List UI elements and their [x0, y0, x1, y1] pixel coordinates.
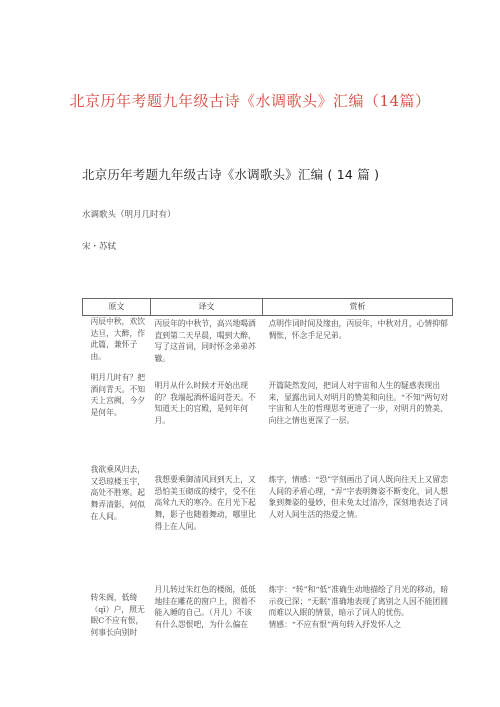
- cell-analysis: 开篇陡然发问，把词人对宇宙和人生的疑惑表现出来，显露出词人对明月的赞美和向往。“不知”两句对宇宙和人生的哲理思考更进了一步，对明月的赞美、向往之情也更深了一层。: [268, 381, 449, 426]
- cell-translation: 丙辰年的中秋节，高兴地喝酒直到第二天早晨，喝到大醉，写了这首词，同时怀念弟弟苏辙。: [154, 319, 256, 364]
- column-header-translation: 译文: [151, 299, 263, 316]
- column-header-original: 原文: [83, 299, 151, 316]
- poem-title: 水调歌头（明月几时有）: [82, 210, 176, 220]
- cell-analysis: 炼字：“转”和“低”准确生动地描绘了月光的移动，暗示夜已深；“无眠”准确地表现了离别之人因不能团圆而难以入眠的情景，暗示了词人的忧伤。 情感：“不应有恨”两句转入抒发怀人之: [268, 585, 449, 630]
- cell-original: 丙辰中秋，欢饮达旦，大醉，作此篇，兼怀子由。: [90, 317, 146, 362]
- cell-translation: 明月从什么时候才开始出现的？我端起酒杯遥问苍天。不知道天上的宫殿，是何年何月。: [154, 381, 256, 426]
- document-title: 北京历年考题九年级古诗《水调歌头》汇编 ( 14 篇 ): [82, 167, 380, 182]
- poem-table: [82, 298, 453, 672]
- table-header-row: [83, 299, 453, 316]
- poem-author: 宋・苏轼: [82, 242, 117, 252]
- cell-analysis: 炼字，情感：“恐”字刻画出了词人既向往天上又留恋人间的矛盾心理，“弄”字表明舞姿不断变化，词人想象到舞姿的曼妙，但未免太过清冷，深刻地表达了词人对人间生活的热爱之情。: [268, 475, 449, 520]
- table-row: [83, 368, 453, 458]
- cell-translation: 月儿转过朱红色的楼阁，低低地挂在雕花的窗户上，照着不能入睡的自己。（月儿）不该有什么怨恨吧，为什么偏在: [154, 585, 256, 630]
- cell-original: 我欲乘风归去，又恐琼楼玉宇，高处不胜寒。起舞弄清影，何似在人间。: [90, 465, 146, 521]
- cell-analysis: 点明作词时间及缘由，丙辰年，中秋对月，心情抑郁惆怅，怀念手足兄弟。: [268, 319, 448, 340]
- cell-original: 转朱阁，低绮（qǐ）户，照无眠C不应有恨，何事长向别时: [90, 593, 145, 638]
- table-row: [83, 458, 453, 580]
- cell-translation: 我想要乘御清风回到天上，又恐怕美玉砌成的楼宇，受不住高耸九天的寒冷。在月光下起舞，影子也随着舞动，哪里比得上在人间。: [154, 475, 256, 531]
- table-row: [83, 316, 453, 369]
- column-header-analysis: 赏析: [263, 299, 453, 316]
- cell-original: 明月几时有？把酒问青天。不知天上宫阙，今夕是何年。: [90, 373, 146, 418]
- table-row: [83, 580, 453, 672]
- document-red-title: 北京历年考题九年级古诗《水调歌头》汇编（14篇）: [69, 92, 431, 110]
